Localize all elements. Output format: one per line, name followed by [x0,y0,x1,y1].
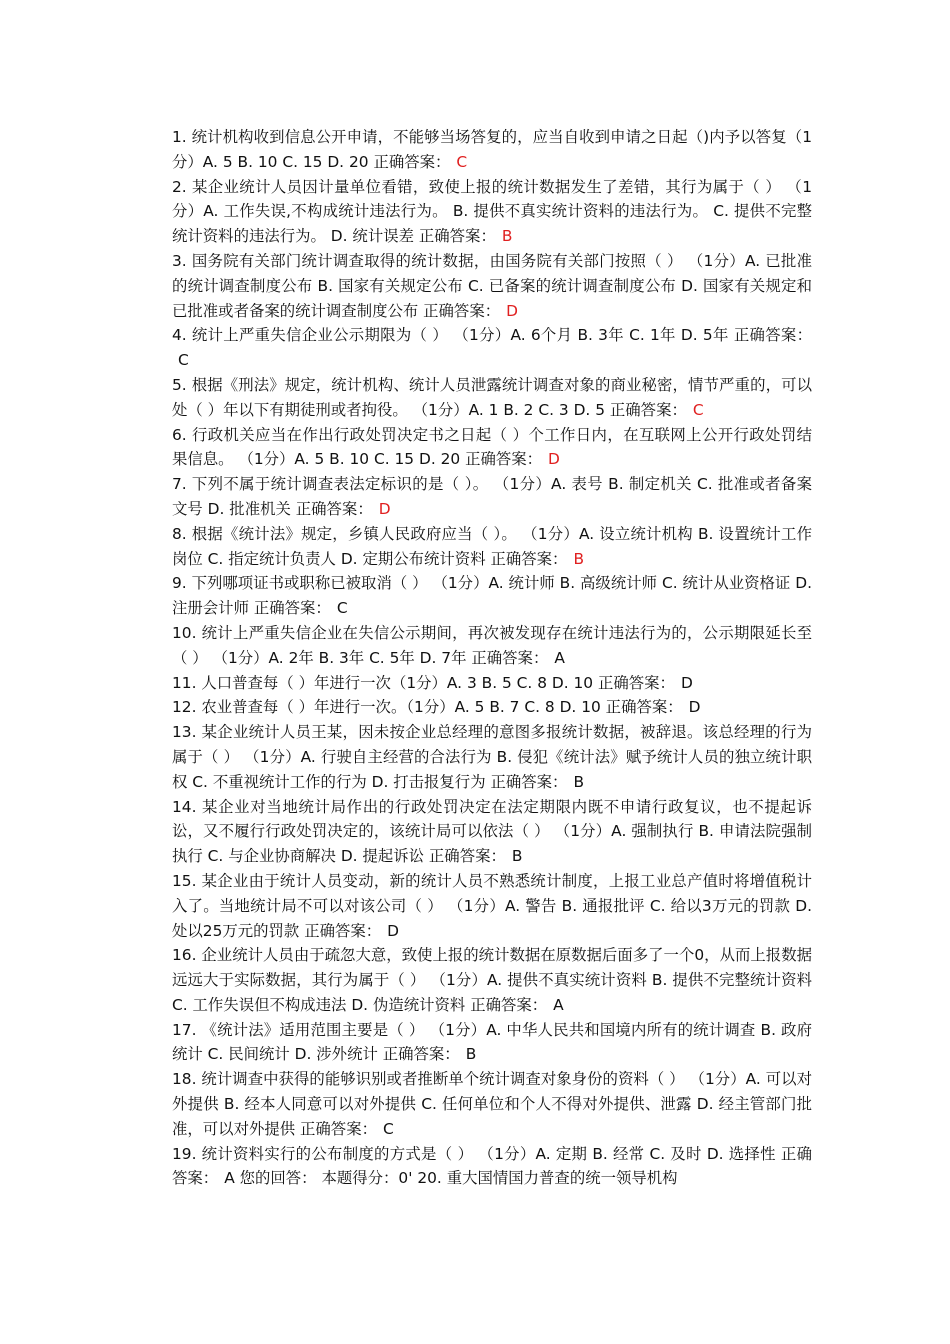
question-text: 7. 下列不属于统计调查表法定标识的是（ ）。 （1分）A. 表号 B. 制定机关 C. 批准或者备案文号 D. 批准机关 正确答案： [172,475,812,518]
question-13 [172,720,812,794]
correct-answer: D [688,698,701,717]
correct-answer: B [573,772,584,791]
question-10 [172,621,812,671]
question-text: 9. 下列哪项证书或职称已被取消（ ） （1分）A. 统计师 B. 高级统计师 C. 统计从业资格证 D. 注册会计师 正确答案： [172,574,812,618]
question-text: 12. 农业普查每（ ）年进行一次。（1分）A. 5 B. 7 C. 8 D. 10 正确答案： [172,698,683,717]
question-2 [172,175,812,249]
correct-answer: B [573,549,584,568]
question-17 [172,1018,812,1068]
question-8 [172,522,812,572]
question-text: 3. 国务院有关部门统计调查取得的统计数据，由国务院有关部门按照（ ） （1分）A. 已批准的统计调查制度公布 B. 国家有关规定公布 C. 已备案的统计调查制度公布 D. 国家有关规定和已批准或者备案的统计调查制度公布 正确答案： [172,251,812,320]
question-9 [172,571,812,621]
correct-answer: C [178,351,189,370]
question-text: 14. 某企业对当地统计局作出的行政处罚决定在法定期限内既不申请行政复议，也不提起诉讼，又不履行行政处罚决定的，该统计局可以依法（ ） （1分）A. 强制执行 B. 申请法院强制执行 C. 与企业协商解决 D. 提起诉讼 正确答案： [172,797,812,866]
question-16 [172,943,812,1017]
question-text: 5. 根据《刑法》规定，统计机构、统计人员泄露统计调查对象的商业秘密，情节严重的，可以处（ ）年以下有期徒刑或者拘役。 （1分）A. 1 B. 2 C. 3 D. 5 正确答案： [172,375,812,419]
question-11 [172,671,812,696]
question-text: 11. 人口普查每（ ）年进行一次（1分）A. 3 B. 5 C. 8 D. 10 正确答案： [172,673,675,692]
question-18 [172,1067,812,1141]
question-text: 10. 统计上严重失信企业在失信公示期间，再次被发现存在统计违法行为的，公示期限延长至（ ） （1分）A. 2年 B. 3年 C. 5年 D. 7年 正确答案： [172,623,812,667]
question-text: 4. 统计上严重失信企业公示期限为（ ） （1分）A. 6个月 B. 3年 C. 1年 D. 5年 正确答案： [172,326,812,345]
correct-answer: A [554,648,565,667]
question-4 [172,323,812,373]
question-1 [172,125,812,175]
correct-answer: B [511,847,523,866]
question-text: 15. 某企业由于统计人员变动，新的统计人员不熟悉统计制度，上报工业总产值时将增值税计入了。当地统计局不可以对该公司（ ） （1分）A. 警告 B. 通报批评 C. 给以3万元的罚款 D. 处以25万元的罚款 正确答案： [172,871,812,940]
document-page [172,125,812,1191]
correct-answer: D [506,301,518,320]
question-text: 17. 《统计法》适用范围主要是（ ） （1分）A. 中华人民共和国境内所有的统计调查 B. 政府统计 C. 民间统计 D. 涉外统计 正确答案： [172,1020,812,1064]
correct-answer: B [465,1045,477,1064]
question-3 [172,249,812,323]
question-19 [172,1142,812,1192]
correct-answer: C [336,599,348,618]
question-7 [172,472,812,522]
question-text: 19. 统计资料实行的公布制度的方式是（ ） （1分）A. 定期 B. 经常 C. 及时 D. 选择性 正确答案： [172,1144,812,1188]
question-text: 8. 根据《统计法》规定，乡镇人民政府应当（ ）。 （1分）A. 设立统计机构 B. 设置统计工作岗位 C. 指定统计负责人 D. 定期公布统计资料 正确答案： [172,524,812,568]
question-text: 16. 企业统计人员由于疏忽大意，致使上报的统计数据在原数据后面多了一个0，从而上报数据远远大于实际数据，其行为属于（ ） （1分）A. 提供不真实统计资料 B. 提供不完整统计资料 C. 工作失误但不构成违法 D. 伪造统计资料 正确答案： [172,946,812,1014]
question-text: 18. 统计调查中获得的能够识别或者推断单个统计调查对象身份的资料（ ） （1分）A. 可以对外提供 B. 经本人同意可以对外提供 C. 任何单位和个人不得对外提供、泄露 D. 经主管部门批准，可以对外提供 正确答案： [172,1070,812,1138]
correct-answer: A [553,995,564,1014]
question-14 [172,795,812,869]
question-5 [172,373,812,423]
correct-answer: B [501,227,513,246]
question-12 [172,695,812,720]
question-text: 6. 行政机关应当在作出行政处罚决定书之日起（ ）个工作日内，在互联网上公开行政处罚结果信息。 （1分）A. 5 B. 10 C. 15 D. 20 正确答案： [172,425,812,469]
correct-answer: D [387,921,400,940]
question-6 [172,423,812,473]
correct-answer: C [692,400,704,419]
correct-answer: A 您的回答： 本题得分：0' 20. 重大国情国力普查的统一领导机构 [224,1169,678,1188]
correct-answer: D [680,673,693,692]
correct-answer: C [456,152,468,171]
correct-answer: D [378,499,391,518]
question-text: 2. 某企业统计人员因计量单位看错，致使上报的统计数据发生了差错，其行为属于（ ） （1分）A. 工作失误,不构成统计违法行为。 B. 提供不真实统计资料的违法行为。 C. 提供不完整统计资料的违法行为。 D. 统计误差 正确答案： [172,177,812,246]
correct-answer: C [382,1119,394,1138]
question-text: 1. 统计机构收到信息公开申请，不能够当场答复的，应当自收到申请之日起（)内予以答复（1分）A. 5 B. 10 C. 15 D. 20 正确答案： [172,128,812,171]
question-15 [172,869,812,943]
correct-answer: D [548,450,560,469]
question-text: 13. 某企业统计人员王某，因未按企业总经理的意图多报统计数据，被辞退。该总经理的行为属于（ ） （1分）A. 行驶自主经营的合法行为 B. 侵犯《统计法》赋予统计人员的独立统计职权 C. 不重视统计工作的行为 D. 打击报复行为 正确答案： [172,723,812,791]
